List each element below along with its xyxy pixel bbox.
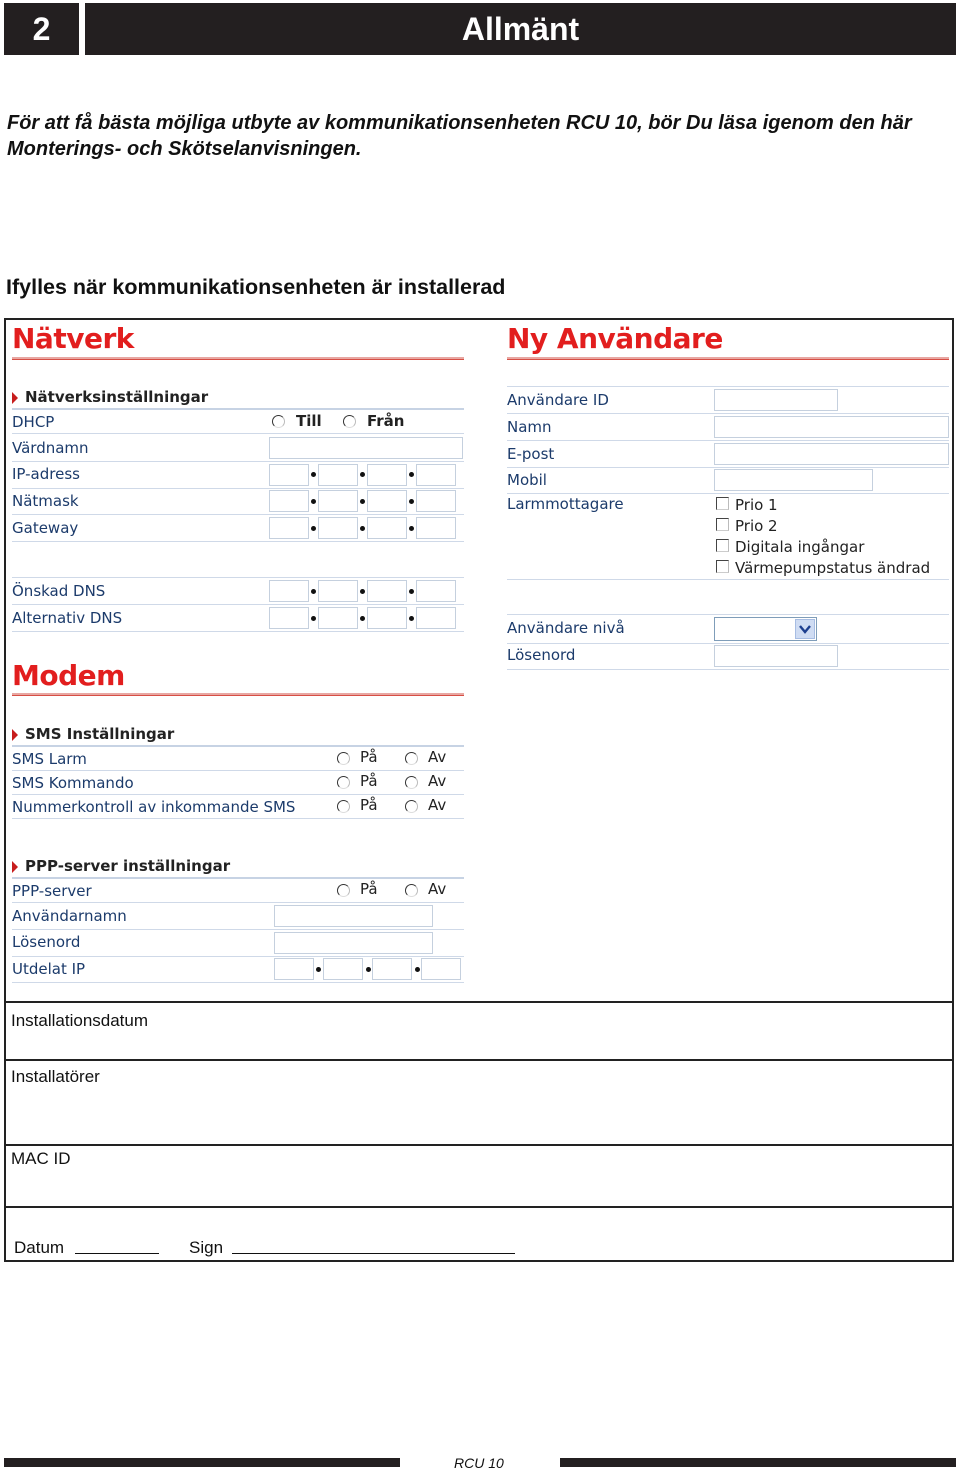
dot-separator — [311, 616, 316, 621]
sms-alarm-off-label: Av — [428, 748, 447, 766]
email-label: E-post — [507, 445, 555, 463]
divider — [12, 818, 464, 819]
divider — [507, 440, 949, 441]
network-section-title: Nätverk — [12, 322, 134, 355]
divider — [12, 794, 464, 795]
network-settings-title: Nätverksinställningar — [25, 388, 209, 406]
alternate-dns-octet-3[interactable] — [367, 607, 407, 629]
sms-alarm-on-label: På — [360, 748, 378, 766]
dot-separator — [409, 616, 414, 621]
chapter-title — [85, 3, 956, 55]
divider — [507, 467, 949, 468]
netmask-octet-3[interactable] — [367, 490, 407, 512]
divider — [507, 643, 949, 644]
dot-separator — [415, 967, 420, 972]
divider — [12, 956, 464, 957]
assigned-ip-octet-3[interactable] — [372, 958, 412, 980]
divider — [507, 614, 949, 615]
gateway-octet-4[interactable] — [416, 517, 456, 539]
prio1-label: Prio 1 — [735, 496, 778, 514]
netmask-octet-1[interactable] — [269, 490, 309, 512]
divider — [12, 604, 464, 605]
ppp-on-label: På — [360, 880, 378, 898]
prio1-checkbox[interactable] — [716, 497, 729, 510]
dhcp-off-radio[interactable] — [343, 415, 356, 428]
divider — [12, 408, 464, 410]
dot-separator — [409, 526, 414, 531]
chevron-down-icon[interactable] — [795, 619, 815, 639]
heatpump-status-label: Värmepumpstatus ändrad — [735, 559, 931, 577]
divider — [12, 433, 464, 434]
ppp-settings-title: PPP-server inställningar — [25, 857, 231, 875]
datum-signature-line[interactable] — [75, 1253, 159, 1254]
ppp-server-label: PPP-server — [12, 882, 92, 900]
dot-separator — [316, 967, 321, 972]
datum-label: Datum — [14, 1238, 65, 1257]
divider — [4, 1206, 954, 1208]
prio2-label: Prio 2 — [735, 517, 778, 535]
ip-address-label: IP-adress — [12, 465, 80, 483]
alternate-dns-octet-4[interactable] — [416, 607, 456, 629]
netmask-octet-2[interactable] — [318, 490, 358, 512]
divider — [4, 1001, 954, 1003]
user-password-label: Lösenord — [507, 646, 576, 664]
footer-bar-right — [560, 1458, 956, 1467]
dot-separator — [360, 616, 365, 621]
sms-command-off-radio[interactable] — [405, 776, 418, 789]
sms-command-on-label: På — [360, 772, 378, 790]
dhcp-off-label: Från — [367, 412, 405, 430]
hostname-input[interactable] — [269, 437, 463, 459]
ppp-off-radio[interactable] — [405, 884, 418, 897]
mac-id-label: MAC ID — [11, 1149, 71, 1168]
ppp-password-input[interactable] — [274, 932, 433, 954]
installation-date-label: Installationsdatum — [11, 1011, 149, 1030]
triangle-icon — [12, 729, 18, 741]
installers-label: Installatörer — [11, 1067, 100, 1086]
modem-title-underline — [12, 693, 464, 696]
divider — [12, 745, 464, 747]
divider — [12, 461, 464, 462]
divider — [507, 669, 949, 670]
dot-separator — [311, 499, 316, 504]
ppp-username-label: Användarnamn — [12, 907, 127, 925]
alarm-receiver-label: Larmmottagare — [507, 495, 624, 513]
preferred-dns-octet-3[interactable] — [367, 580, 407, 602]
preferred-dns-octet-4[interactable] — [416, 580, 456, 602]
divider — [12, 982, 464, 983]
dot-separator — [311, 472, 316, 477]
preferred-dns-octet-2[interactable] — [318, 580, 358, 602]
digital-inputs-label: Digitala ingångar — [735, 538, 865, 556]
gateway-octet-2[interactable] — [318, 517, 358, 539]
sms-alarm-label: SMS Larm — [12, 750, 87, 768]
user-id-label: Användare ID — [507, 391, 609, 409]
sms-number-check-label: Nummerkontroll av inkommande SMS — [12, 798, 296, 816]
sms-alarm-off-radio[interactable] — [405, 752, 418, 765]
ip-octet-1[interactable] — [269, 464, 309, 486]
divider — [12, 541, 464, 542]
dot-separator — [360, 472, 365, 477]
alternate-dns-label: Alternativ DNS — [12, 609, 123, 627]
assigned-ip-octet-4[interactable] — [421, 958, 461, 980]
ip-octet-3[interactable] — [367, 464, 407, 486]
preferred-dns-octet-1[interactable] — [269, 580, 309, 602]
sms-check-on-radio[interactable] — [337, 800, 350, 813]
user-id-input[interactable] — [714, 389, 838, 411]
divider — [4, 1144, 954, 1146]
ip-octet-4[interactable] — [416, 464, 456, 486]
digital-inputs-checkbox[interactable] — [716, 539, 729, 552]
dot-separator — [409, 589, 414, 594]
dot-separator — [360, 499, 365, 504]
netmask-label: Nätmask — [12, 492, 79, 510]
sms-alarm-on-radio[interactable] — [337, 752, 350, 765]
divider — [12, 929, 464, 930]
footer-model: RCU 10 — [454, 1455, 504, 1471]
user-password-input[interactable] — [714, 645, 838, 667]
divider — [12, 770, 464, 771]
sms-check-off-label: Av — [428, 796, 447, 814]
form-subheading: Ifylles när kommunikationsenheten är installerad — [6, 275, 506, 299]
prio2-checkbox[interactable] — [716, 518, 729, 531]
ip-octet-2[interactable] — [318, 464, 358, 486]
dot-separator — [409, 499, 414, 504]
chapter-number: 2 — [4, 3, 79, 55]
hostname-label: Värdnamn — [12, 439, 89, 457]
sms-command-off-label: Av — [428, 772, 447, 790]
divider — [12, 488, 464, 489]
ppp-on-radio[interactable] — [337, 884, 350, 897]
divider — [4, 1059, 954, 1061]
divider — [507, 386, 949, 387]
assigned-ip-octet-1[interactable] — [274, 958, 314, 980]
divider — [12, 631, 464, 632]
ppp-password-label: Lösenord — [12, 933, 81, 951]
heatpump-status-checkbox[interactable] — [716, 560, 729, 573]
assigned-ip-octet-2[interactable] — [323, 958, 363, 980]
email-input[interactable] — [714, 443, 949, 465]
new-user-section-title: Ny Användare — [507, 322, 723, 355]
user-level-select[interactable] — [714, 617, 817, 641]
dot-separator — [366, 967, 371, 972]
preferred-dns-label: Önskad DNS — [12, 582, 106, 600]
ppp-off-label: Av — [428, 880, 447, 898]
triangle-icon — [12, 392, 18, 404]
divider — [12, 902, 464, 903]
dot-separator — [311, 589, 316, 594]
network-title-underline — [12, 357, 464, 360]
alternate-dns-octet-2[interactable] — [318, 607, 358, 629]
new-user-title-underline — [507, 357, 949, 360]
intro-text: För att få bästa möjliga utbyte av kommunikationsenheten RCU 10, bör Du läsa igenom den här Monterings- och Skötselanvisningen. — [7, 112, 912, 160]
modem-section-title: Modem — [12, 659, 125, 692]
sms-check-off-radio[interactable] — [405, 800, 418, 813]
divider — [12, 877, 464, 879]
chapter-title-text: Allmänt — [461, 10, 580, 47]
sign-label: Sign — [189, 1238, 224, 1257]
sms-command-on-radio[interactable] — [337, 776, 350, 789]
name-input[interactable] — [714, 416, 949, 438]
divider — [507, 579, 949, 580]
dot-separator — [360, 589, 365, 594]
netmask-octet-4[interactable] — [416, 490, 456, 512]
name-label: Namn — [507, 418, 552, 436]
assigned-ip-label: Utdelat IP — [12, 960, 86, 978]
dhcp-label: DHCP — [12, 413, 55, 431]
sms-settings-title: SMS Inställningar — [25, 725, 175, 743]
gateway-octet-1[interactable] — [269, 517, 309, 539]
gateway-label: Gateway — [12, 519, 79, 537]
footer-bar-left — [4, 1458, 400, 1467]
divider — [507, 413, 949, 414]
mobile-label: Mobil — [507, 471, 547, 489]
divider — [507, 493, 949, 494]
sign-signature-line[interactable] — [232, 1253, 515, 1254]
dhcp-on-radio[interactable] — [272, 415, 285, 428]
dot-separator — [360, 526, 365, 531]
sms-check-on-label: På — [360, 796, 378, 814]
dhcp-on-label: Till — [296, 412, 322, 430]
divider — [12, 577, 464, 578]
sms-command-label: SMS Kommando — [12, 774, 134, 792]
mobile-input[interactable] — [714, 469, 873, 491]
user-level-label: Användare nivå — [507, 619, 625, 637]
triangle-icon — [12, 861, 18, 873]
ppp-username-input[interactable] — [274, 905, 433, 927]
alternate-dns-octet-1[interactable] — [269, 607, 309, 629]
dot-separator — [311, 526, 316, 531]
gateway-octet-3[interactable] — [367, 517, 407, 539]
divider — [12, 514, 464, 515]
dot-separator — [409, 472, 414, 477]
